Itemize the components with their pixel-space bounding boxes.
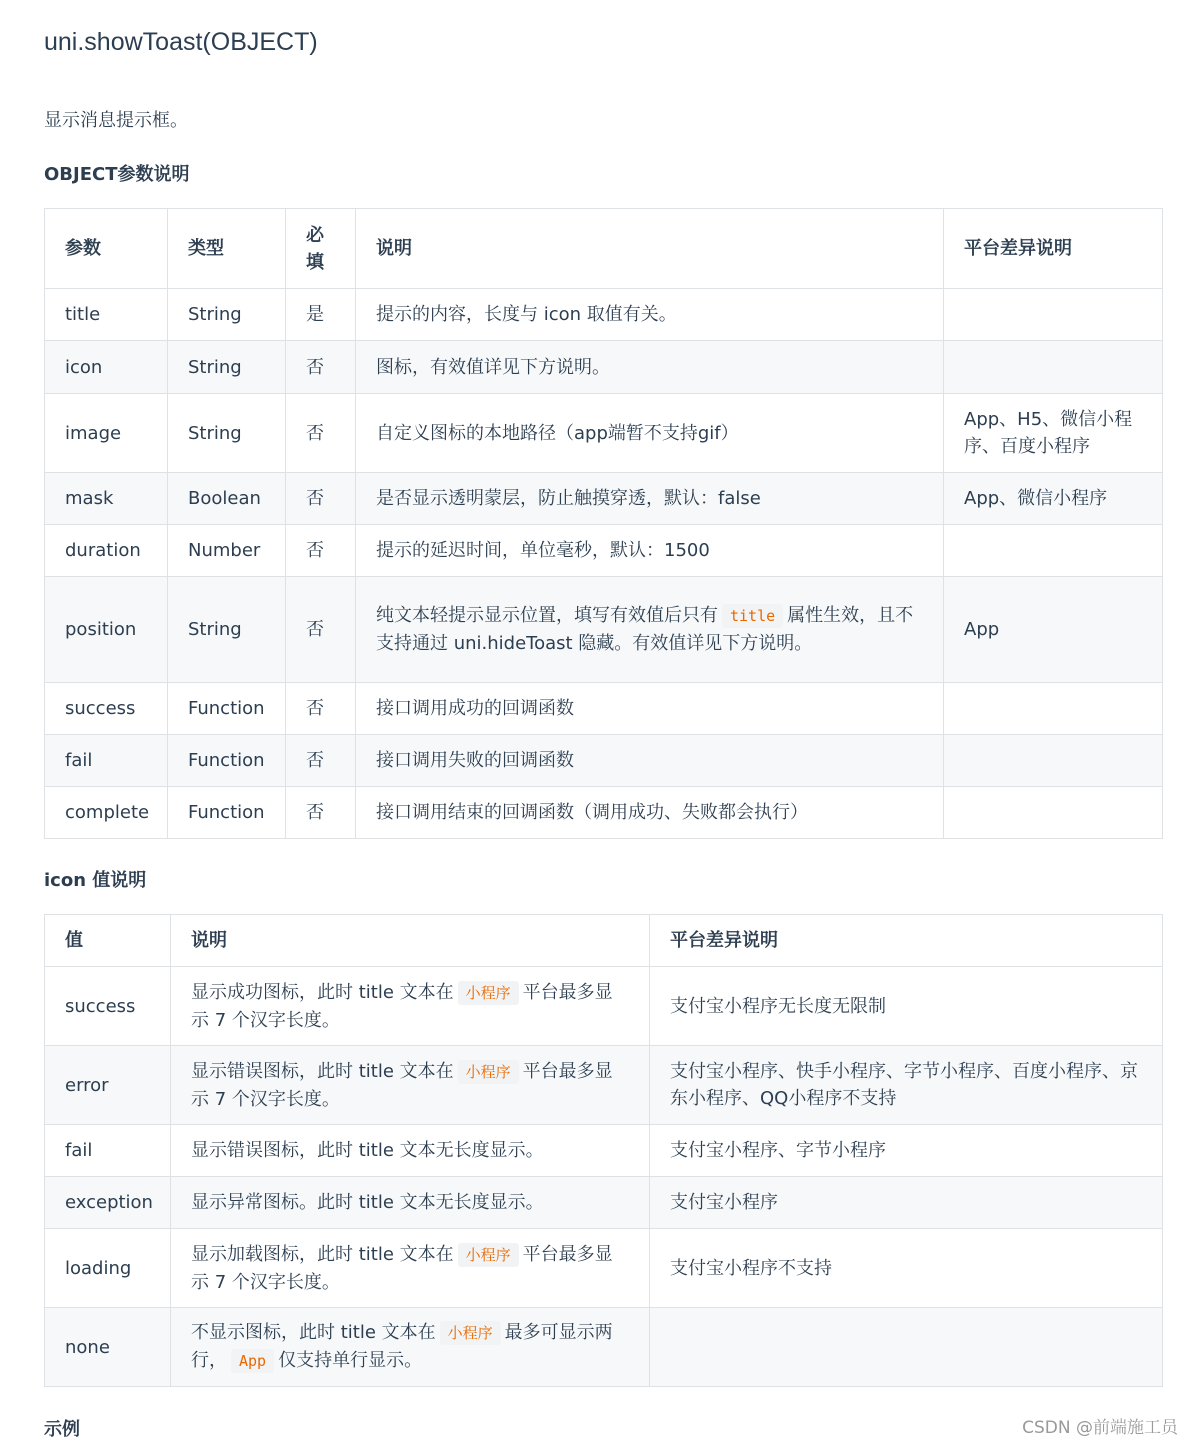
description-cell — [356, 473, 944, 525]
column-header: 平台差异说明 — [944, 209, 1163, 289]
table-cell: String — [168, 341, 286, 394]
table-cell: Function — [168, 683, 286, 735]
table-cell: String — [168, 289, 286, 341]
table-row — [45, 1125, 1163, 1177]
table-cell: error — [45, 1046, 171, 1125]
table-cell: Number — [168, 525, 286, 577]
text-segment: 最多可显示两行， — [191, 1322, 613, 1371]
column-header: 说明 — [171, 915, 650, 967]
text-segment: 平台最多显示 7 个汉字长度。 — [191, 1243, 613, 1293]
intro-text: 显示消息提示框。 — [44, 110, 188, 131]
table-cell — [944, 683, 1163, 735]
description-cell — [356, 577, 944, 683]
table-cell: exception — [45, 1177, 171, 1229]
section-heading-object: OBJECT参数说明 — [44, 164, 190, 185]
description-cell — [171, 1229, 650, 1308]
inline-code: App — [231, 1349, 274, 1373]
table-cell: 否 — [286, 787, 356, 839]
table-cell: none — [45, 1308, 171, 1387]
inline-code: title — [722, 604, 783, 628]
column-header: 值 — [45, 915, 171, 967]
table-cell: mask — [45, 473, 168, 525]
table-cell: 否 — [286, 341, 356, 394]
column-header: 参数 — [45, 209, 168, 289]
table-cell: success — [45, 683, 168, 735]
table-cell: String — [168, 394, 286, 473]
table-cell: App、H5、微信小程序、百度小程序 — [944, 394, 1163, 473]
table-cell: App、微信小程序 — [944, 473, 1163, 525]
description-cell — [171, 1125, 650, 1177]
table-cell: 支付宝小程序、快手小程序、字节小程序、百度小程序、京东小程序、QQ小程序不支持 — [650, 1046, 1163, 1125]
column-header: 平台差异说明 — [650, 915, 1163, 967]
table-cell — [944, 787, 1163, 839]
table-cell: duration — [45, 525, 168, 577]
table-cell: 否 — [286, 577, 356, 683]
table-cell — [944, 289, 1163, 341]
table-cell: 否 — [286, 683, 356, 735]
text-segment: 平台最多显示 7 个汉字长度。 — [191, 981, 613, 1031]
table-cell: image — [45, 394, 168, 473]
table-cell: 支付宝小程序无长度无限制 — [650, 967, 1163, 1046]
text-segment: 显示错误图标，此时 title 文本在 — [191, 1060, 454, 1082]
text-segment: 自定义图标的本地路径（app端暂不支持gif） — [376, 422, 739, 444]
table-cell: String — [168, 577, 286, 683]
text-segment: 显示错误图标，此时 title 文本无长度显示。 — [191, 1140, 544, 1161]
table-row — [45, 1229, 1163, 1308]
table-row — [45, 967, 1163, 1046]
icon-values-table — [44, 914, 1163, 1387]
text-segment: 显示成功图标，此时 title 文本在 — [191, 981, 454, 1003]
table-cell: 否 — [286, 394, 356, 473]
column-header: 必填 — [286, 209, 356, 289]
description-cell — [171, 1177, 650, 1229]
description-cell — [356, 787, 944, 839]
text-segment: 属性生效，且不支持通过 uni.hideToast 隐藏。有效值详见下方说明。 — [376, 605, 914, 654]
section-heading-example: 示例 — [44, 1419, 80, 1440]
table-cell: Boolean — [168, 473, 286, 525]
table-row — [45, 577, 1163, 683]
table-row — [45, 525, 1163, 577]
table-cell: fail — [45, 1125, 171, 1177]
description-cell — [356, 735, 944, 787]
table-cell — [944, 735, 1163, 787]
description-cell — [171, 1046, 650, 1125]
text-segment: 显示加载图标，此时 title 文本在 — [191, 1243, 454, 1265]
text-segment: 接口调用结束的回调函数（调用成功、失败都会执行） — [376, 802, 808, 823]
table-cell — [944, 341, 1163, 394]
text-segment: 不显示图标，此时 title 文本在 — [191, 1322, 436, 1343]
text-segment: 图标，有效值详见下方说明。 — [376, 356, 610, 378]
table-header-row — [45, 209, 1163, 289]
table-cell: fail — [45, 735, 168, 787]
table-cell — [944, 525, 1163, 577]
inline-code: 小程序 — [440, 1321, 501, 1345]
table-row — [45, 683, 1163, 735]
table-header-row — [45, 915, 1163, 967]
description-cell — [356, 683, 944, 735]
table-cell: 否 — [286, 735, 356, 787]
text-segment: 提示的延迟时间，单位毫秒，默认：1500 — [376, 540, 710, 561]
table-row — [45, 1046, 1163, 1125]
text-segment: 接口调用成功的回调函数 — [376, 698, 574, 719]
table-cell: 支付宝小程序、字节小程序 — [650, 1125, 1163, 1177]
table-cell: loading — [45, 1229, 171, 1308]
description-cell — [356, 289, 944, 341]
table-cell: 是 — [286, 289, 356, 341]
inline-code: 小程序 — [458, 1243, 519, 1267]
table-row — [45, 1308, 1163, 1387]
text-segment: 平台最多显示 7 个汉字长度。 — [191, 1060, 613, 1110]
params-table — [44, 208, 1163, 839]
table-cell: 否 — [286, 525, 356, 577]
table-row — [45, 787, 1163, 839]
column-header: 说明 — [356, 209, 944, 289]
description-cell — [171, 1308, 650, 1387]
text-segment: 提示的内容，长度与 icon 取值有关。 — [376, 304, 677, 325]
table-row — [45, 341, 1163, 394]
table-cell: 支付宝小程序 — [650, 1177, 1163, 1229]
text-segment: 纯文本轻提示显示位置，填写有效值后只有 — [376, 605, 718, 626]
description-cell — [171, 967, 650, 1046]
text-segment: 仅支持单行显示。 — [278, 1350, 423, 1371]
table-cell: success — [45, 967, 171, 1046]
description-cell — [356, 525, 944, 577]
table-cell: icon — [45, 341, 168, 394]
table-row — [45, 289, 1163, 341]
table-row — [45, 473, 1163, 525]
table-cell: App — [944, 577, 1163, 683]
text-segment: 显示异常图标。此时 title 文本无长度显示。 — [191, 1192, 544, 1213]
column-header: 类型 — [168, 209, 286, 289]
table-row — [45, 394, 1163, 473]
text-segment: 接口调用失败的回调函数 — [376, 750, 574, 771]
table-cell: title — [45, 289, 168, 341]
table-cell: position — [45, 577, 168, 683]
page-title: uni.showToast(OBJECT) — [44, 28, 318, 56]
table-cell: Function — [168, 787, 286, 839]
table-cell: complete — [45, 787, 168, 839]
table-cell: Function — [168, 735, 286, 787]
table-cell — [650, 1308, 1163, 1387]
table-row — [45, 1177, 1163, 1229]
section-heading-icon: icon 值说明 — [44, 870, 147, 891]
table-cell: 否 — [286, 473, 356, 525]
description-cell — [356, 341, 944, 394]
watermark: CSDN @前端施工员 — [1022, 1418, 1178, 1438]
table-row — [45, 735, 1163, 787]
inline-code: 小程序 — [458, 1060, 519, 1084]
text-segment: 是否显示透明蒙层，防止触摸穿透，默认：false — [376, 488, 761, 509]
table-cell: 支付宝小程序不支持 — [650, 1229, 1163, 1308]
inline-code: 小程序 — [458, 981, 519, 1005]
description-cell — [356, 394, 944, 473]
